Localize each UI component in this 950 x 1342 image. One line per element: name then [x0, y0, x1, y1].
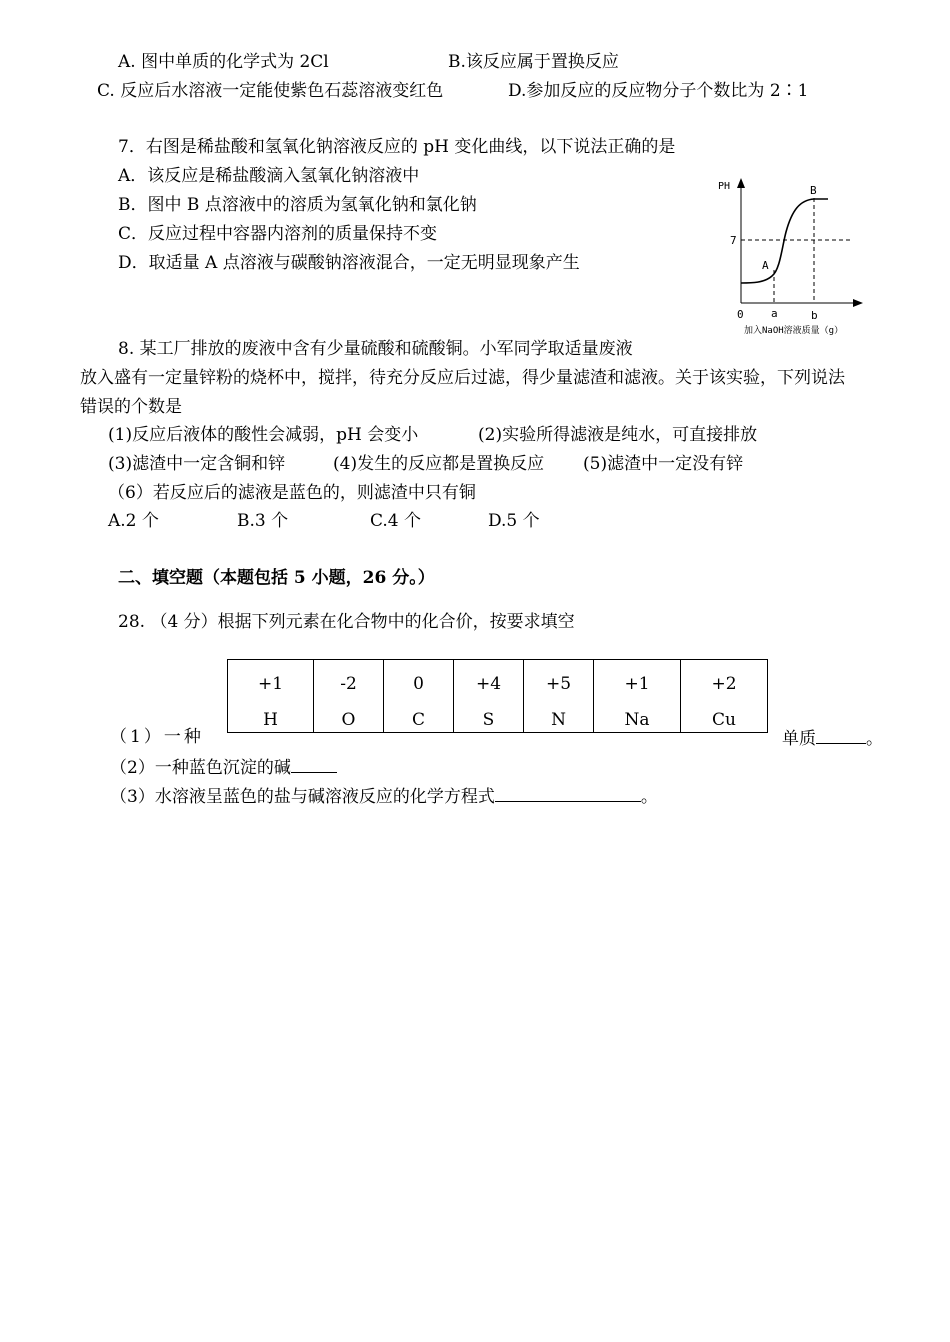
q28-part1-prompt: （1）一种 [110, 727, 204, 747]
ph-curve-diagram [712, 172, 887, 340]
valence-value: +1 [257, 674, 284, 694]
origin-label: 0 [737, 308, 744, 321]
q28-part3 [110, 785, 658, 807]
q28-part3-end: 。 [640, 787, 658, 807]
q28-part1-answer [782, 727, 883, 749]
y-axis-label: PH [718, 181, 731, 192]
valence-value: -2 [340, 674, 357, 694]
valence-value: +5 [545, 674, 572, 694]
q8-statement-5: (5)滤渣中一定没有锌 [583, 454, 744, 474]
q6-option-b: B.该反应属于置换反应 [448, 52, 619, 72]
q28-part2 [110, 756, 337, 778]
q8-stem-line3: 错误的个数是 [80, 397, 182, 417]
q8-option-a: A.2 个 [108, 511, 159, 531]
valence-cell-h [228, 660, 314, 733]
q28-part2-blank[interactable] [291, 756, 337, 773]
valence-value: +1 [624, 674, 650, 694]
valence-cell-na [594, 660, 681, 733]
q6-option-d: D.参加反应的反应物分子个数比为 2∶1 [508, 81, 809, 101]
q28-part2-prompt: （2）一种蓝色沉淀的碱 [110, 758, 291, 778]
valence-value: +4 [475, 674, 502, 694]
q28-part1-label: 单质 [782, 729, 816, 749]
q7-option-c: C．反应过程中容器内溶剂的质量保持不变 [118, 224, 438, 244]
q7-stem: 7．右图是稀盐酸和氢氧化钠溶液反应的 pH 变化曲线，以下说法正确的是 [118, 137, 676, 157]
element-symbol: C [411, 710, 425, 730]
point-b-label: B [810, 184, 817, 197]
q28-part1-end: 。 [866, 729, 883, 749]
q7-option-a: A．该反应是稀盐酸滴入氢氧化钠溶液中 [118, 166, 420, 186]
section-2-title: 二、填空题（本题包括 5 小题，26 分。） [118, 568, 435, 588]
q28-part3-blank[interactable] [495, 785, 641, 802]
ph-curve [741, 199, 828, 283]
q7-option-b: B．图中 B 点溶液中的溶质为氢氧化钠和氯化钠 [118, 195, 477, 215]
valence-cell-s [454, 660, 524, 733]
x-axis-label: 加入NaOH溶液质量（g） [744, 326, 844, 336]
q8-stem-line1: 8. 某工厂排放的废液中含有少量硫酸和硫酸铜。小军同学取适量废液 [118, 339, 633, 359]
q8-option-d: D.5 个 [488, 511, 540, 531]
element-symbol: O [341, 710, 356, 730]
x-axis-arrow-icon [853, 299, 863, 307]
valence-cell-n [524, 660, 594, 733]
element-symbol: Cu [712, 710, 736, 730]
valence-table [227, 659, 768, 733]
q8-statement-6: （6）若反应后的滤液是蓝色的，则滤渣中只有铜 [108, 483, 476, 503]
q8-statement-4: (4)发生的反应都是置换反应 [333, 454, 545, 474]
valence-cell-cu [681, 660, 768, 733]
x-tick-b: b [811, 309, 818, 322]
valence-value: +2 [711, 674, 737, 694]
y-tick-7: 7 [730, 234, 737, 247]
x-tick-a: a [771, 307, 778, 320]
q6-option-c: C. 反应后水溶液一定能使紫色石蕊溶液变红色 [97, 81, 444, 101]
element-symbol: N [551, 710, 566, 730]
q28-part3-prompt: （3）水溶液呈蓝色的盐与碱溶液反应的化学方程式 [110, 787, 495, 807]
q8-option-b: B.3 个 [237, 511, 289, 531]
element-symbol: H [263, 710, 278, 730]
q8-statement-2: (2)实验所得滤液是纯水，可直接排放 [478, 425, 758, 445]
q8-statement-3: (3)滤渣中一定含铜和锌 [108, 454, 286, 474]
q6-option-a: A. 图中单质的化学式为 2Cl [118, 52, 329, 72]
q28-stem: 28. （4 分）根据下列元素在化合物中的化合价，按要求填空 [118, 612, 575, 632]
q8-stem-line2: 放入盛有一定量锌粉的烧杯中，搅拌，待充分反应后过滤，得少量滤渣和滤液。关于该实验，下列说法 [80, 368, 845, 388]
element-symbol: S [482, 710, 495, 730]
q7-option-d: D．取适量 A 点溶液与碳酸钠溶液混合，一定无明显现象产生 [118, 253, 580, 273]
element-symbol: Na [624, 710, 650, 730]
valence-cell-c [384, 660, 454, 733]
point-a-label: A [762, 259, 769, 272]
q8-option-c: C.4 个 [370, 511, 422, 531]
valence-value: 0 [413, 674, 424, 694]
y-axis-arrow-icon [737, 178, 745, 188]
valence-cell-o [314, 660, 384, 733]
q8-statement-1: (1)反应后液体的酸性会减弱，pH 会变小 [108, 425, 419, 445]
q28-part1-blank[interactable] [816, 727, 866, 744]
